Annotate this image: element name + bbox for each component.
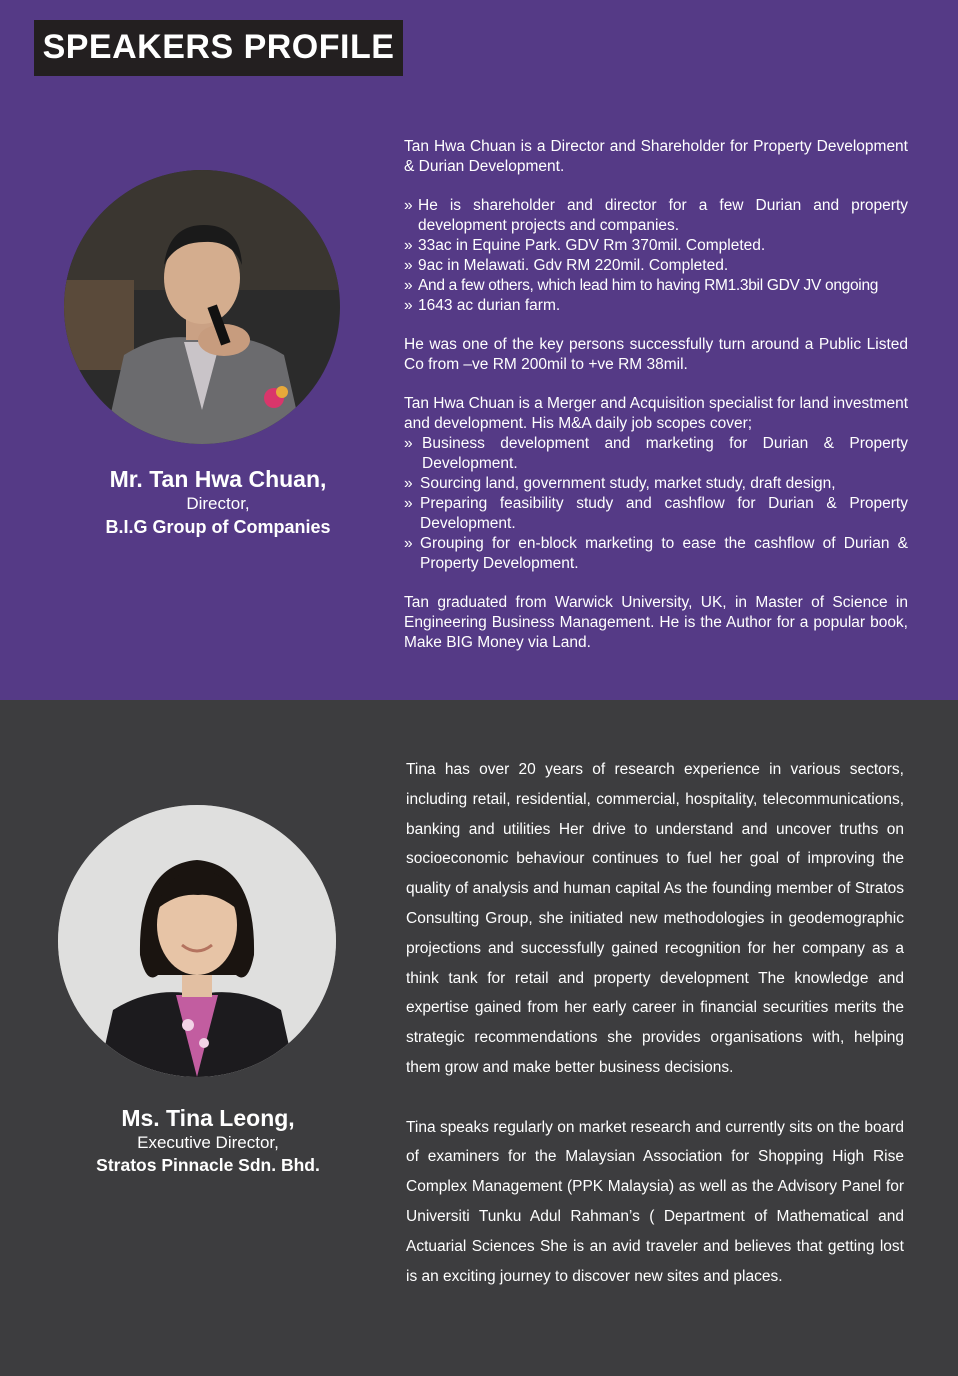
speaker-1-education: Tan graduated from Warwick University, UK, in Master of Science in Engineering Business Management. He is the Author for a popular book, Make BIG Money via Land. (404, 594, 908, 651)
speaker-1-caption (40, 464, 396, 540)
speaker-1-intro: Tan Hwa Chuan is a Director and Shareholder for Property Development & Durian Development. (404, 138, 908, 175)
list-item: » Preparing feasibility study and cashflow for Durian & Property Development. (404, 495, 908, 532)
list-item: » 9ac in Melawati. Gdv RM 220mil. Completed. (404, 257, 729, 274)
speaker-1-photo (64, 170, 340, 444)
speaker-2-company: Stratos Pinnacle Sdn. Bhd. (96, 1155, 320, 1175)
speaker-2-caption (30, 1103, 386, 1177)
speaker-2-photo (58, 805, 336, 1077)
list-item: » He is shareholder and director for a few Durian and property development projects and companies. (404, 197, 908, 234)
speaker-2-para-2: Tina speaks regularly on market research and currently sits on the board of examiners for the Malaysian Association for Shopping High Rise Complex Management (PPK Malaysia) as well as the Advisory Panel for Universiti Tunku Adul Rahman’s ( Department of Mathematical and Actuarial Sciences She is an avid traveler and believes that getting lost is an exciting journey to discover new sites and places. (406, 1118, 904, 1285)
list-item: » Business development and marketing for Durian & Property Development. (404, 435, 908, 472)
speaker-1-company: B.I.G Group of Companies (105, 517, 331, 537)
list-item: » Sourcing land, government study, market study, draft design, (404, 475, 836, 492)
speaker-1-turnaround: He was one of the key persons successfully turn around a Public Listed Co from –ve RM 200mil to +ve RM 38mil. (404, 336, 908, 373)
speaker-2-role: Executive Director, (137, 1133, 279, 1152)
list-item: » And a few others, which lead him to having RM1.3bil GDV JV ongoing (404, 277, 879, 294)
speaker-section-2 (0, 700, 958, 1376)
speaker-2-name: Ms. Tina Leong, (121, 1105, 295, 1131)
list-item: » 1643 ac durian farm. (404, 297, 561, 314)
speaker-1-bio (404, 137, 908, 653)
speaker-1-role: Director, (186, 494, 250, 513)
page-title: SPEAKERS PROFILE (42, 28, 395, 66)
section-title-box (34, 20, 403, 76)
speaker-2-para-1: Tina has over 20 years of research experience in various sectors, including retail, residential, commercial, hospitality, telecommunications, banking and utilities Her drive to understand and uncover truths on socioeconomic behaviour continues to fuel her goal of improving the quality of analysis and human capital As the founding member of Stratos Consulting Group, she initiated new methodologies in geodemographic projections and successfully gained recognition for her company as a think tank for retail and property development The knowledge and expertise gained from her early career in financial securities merits the strategic recommendations she provides organisations with, helping them grow and make better business decisions. (406, 761, 904, 1076)
list-item: » Grouping for en-block marketing to ease the cashflow of Durian & Property Development. (404, 535, 908, 572)
list-item: » 33ac in Equine Park. GDV Rm 370mil. Completed. (404, 237, 766, 254)
speaker-1-name: Mr. Tan Hwa Chuan, (109, 466, 327, 492)
speaker-2-bio (406, 755, 904, 1291)
speaker-1-ma-intro: Tan Hwa Chuan is a Merger and Acquisition specialist for land investment and development. His M&A daily job scopes cover; (404, 395, 909, 432)
